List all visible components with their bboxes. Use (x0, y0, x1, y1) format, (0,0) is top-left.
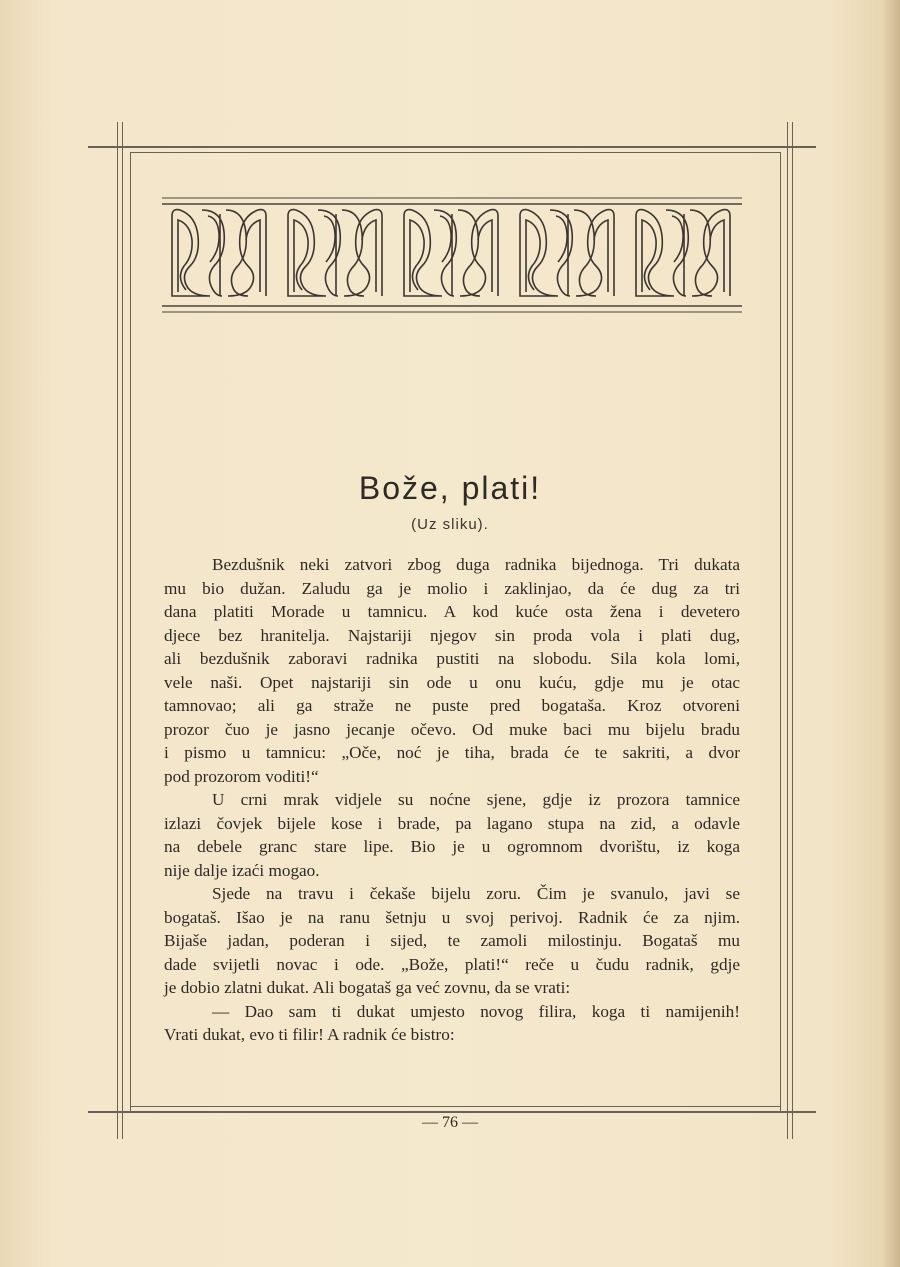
text-line: nije dalje izaći mogao. (164, 860, 320, 880)
text-line: tamnovao; ali ga straže ne puste pred bogataša. Kroz otvoreni (164, 696, 740, 715)
frame-bottom-rule (88, 1111, 816, 1113)
text-line: vele naši. Opet najstariji sin ode u onu kuću, gdje mu je otac (164, 672, 740, 692)
text-line: U crni mrak vidjele su noćne sjene, gdje iz prozora tamnice (212, 790, 740, 809)
text-line: prozor čuo je jasno jecanje očevo. Od muke baci mu bijelu bradu (164, 719, 740, 739)
text-line: dade svijetli novac i ode. „Bože, plati!“ reče u čudu radnik, gdje (164, 954, 740, 974)
text-line: na debele granc stare lipe. Bio je u ogromnom dvorištu, iz koga (164, 837, 740, 856)
paragraph-3 (164, 882, 740, 1000)
text-line: je dobio zlatni dukat. Ali bogataš ga već zovnu, da se vrati: (164, 978, 571, 997)
page-title: Bože, plati! (358, 470, 542, 506)
paragraph-1 (164, 553, 740, 788)
text-line: pod prozorom voditi!“ (164, 766, 319, 786)
text-line: dana platiti Morade u tamnicu. A kod kuće osta žena i devetero (164, 602, 740, 621)
text-line: Vrati dukat, evo ti filir! A radnik će bistro: (164, 1025, 455, 1044)
text-line: bogataš. Išao je na ranu šetnju u svoj perivoj. Radnik će za njim. (164, 907, 740, 927)
text-line: Sjede na travu i čekaše bijelu zoru. Čim je svanulo, javi se (212, 884, 740, 903)
story-text (164, 553, 740, 1047)
frame-left-rule (117, 122, 118, 1139)
text-line: mu bio dužan. Zaludu ga je molio i zaklinjao, da će dug za tri (164, 578, 740, 598)
frame-right-inner-border (780, 152, 781, 1112)
frame-left-rule-inner (122, 122, 123, 1139)
text-line: djece bez hranitelja. Najstariji njegov sin proda vola i plati dug, (164, 625, 740, 645)
frame-top-rule (88, 146, 816, 148)
text-line: ali bezdušnik zaboravi radnika pustiti na slobodu. Sila kola lomi, (164, 649, 740, 668)
paragraph-2 (164, 788, 740, 882)
frame-top-rule-thin (130, 152, 780, 153)
text-line: izlazi čovjek bijele kose i brade, pa lagano stupa na zid, a odavle (164, 813, 740, 833)
page-subtitle: (Uz sliku). (411, 516, 489, 533)
text-line: i pismo u tamnicu: „Oče, noć je tiha, brada će te sakriti, a dvor (164, 743, 740, 762)
paragraph-4 (164, 1000, 740, 1047)
text-line: — Dao sam ti dukat umjesto novog filira, koga ti namijenih! (212, 1001, 740, 1021)
frame-bottom-rule-thin (130, 1106, 780, 1107)
page-number: — 76 — (422, 1114, 478, 1131)
frame-left-inner-border (130, 152, 131, 1112)
frame-right-rule-inner (792, 122, 793, 1139)
text-line: Bijaše jadan, poderan i sijed, te zamoli milostinju. Bogataš mu (164, 931, 740, 950)
ornamental-header-band (162, 196, 742, 316)
frame-right-rule (787, 122, 788, 1139)
text-line: Bezdušnik neki zatvori zbog duga radnika bijednoga. Tri dukata (212, 555, 740, 574)
